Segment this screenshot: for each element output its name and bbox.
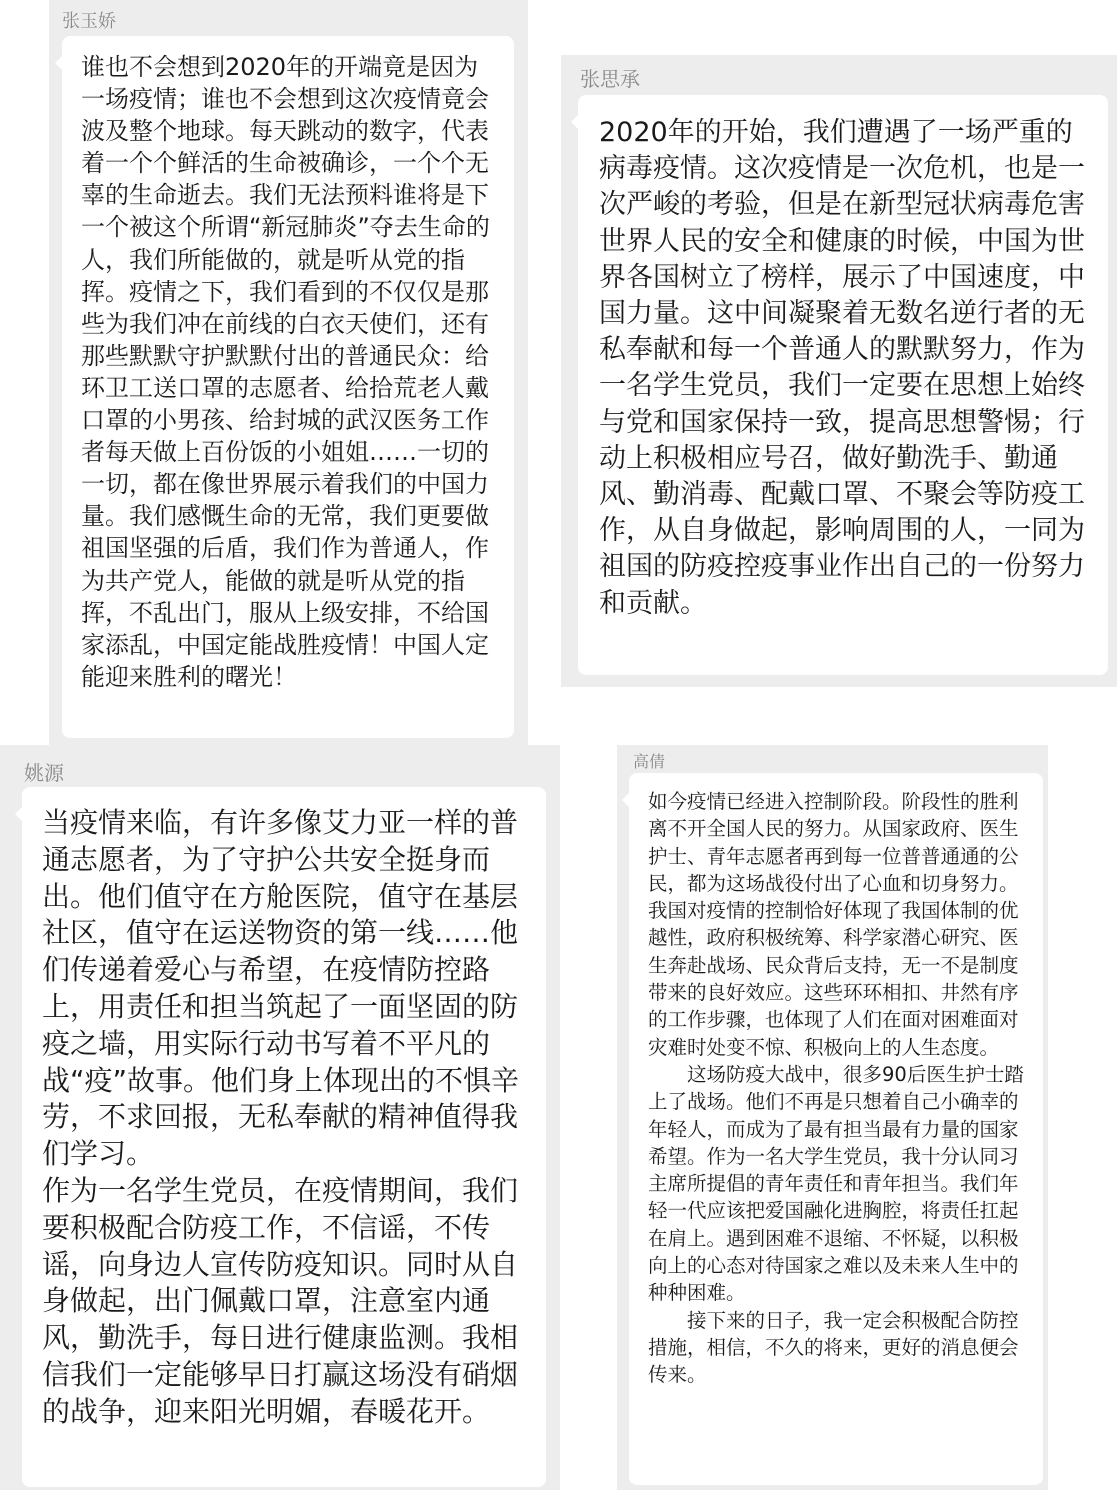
message-paragraph: 谁也不会想到2020年的开端竟是因为一场疫情；谁也不会想到这次疫情竟会波及整个地球。每天跳动的数字，代表着一个个鲜活的生命被确诊，一个个无辜的生命逝去。我们无法预料谁将是下一个被这个所谓“新冠肺炎”夺去生命的人，我们所能做的，就是听从党的指挥。疫情之下，我们看到的不仅仅是那些为我们冲在前线的白衣天使们，还有那些默默守护默默付出的普通民众：给环卫工送口罩的志愿者、给拾荒老人戴口罩的小男孩、给封城的武汉医务工作者每天做上百份饭的小姐姐……一切的一切，都在像世界展示着我们的中国力量。我们感慨生命的无常，我们更要做祖国坚强的后盾，我们作为普通人，作为共产党人，能做的就是听从党的指挥，不乱出门，服从上级安排，不给国家添乱，中国定能战胜疫情！中国人定能迎来胜利的曙光！ (81, 53, 490, 691)
message-paragraph: 当疫情来临，有许多像艾力亚一样的普通志愿者，为了守护公共安全挺身而出。他们值守在方舱医院，值守在基层社区，值守在运送物资的第一线……他们传递着爱心与希望，在疫情防控路上，用责任和担当筑起了一面坚固的防疫之墙，用实际行动书写着不平凡的战“疫”故事。他们身上体现出的不惧辛劳，不求回报，无私奉献的精神值得我们学习。 (42, 806, 520, 1171)
message-text (599, 115, 1096, 622)
message-text (648, 788, 1031, 1389)
message-bubble (22, 787, 546, 1487)
sender-name: 姚源 (24, 761, 64, 785)
message-paragraph: 这场防疫大战中，很多90后医生护士踏上了战场。他们不再是只想着自己小确幸的年轻人，而成为了最有担当最有力量的国家希望。作为一名大学生党员，我十分认同习主席所提倡的青年责任和青年担当。我们年轻一代应该把爱国融化进胸腔，将责任扛起在肩上。遇到困难不退缩、不怀疑，以积极向上的心态对待国家之难以及未来人生中的种种困难。 (648, 1062, 1024, 1305)
sender-name: 张思承 (580, 67, 640, 91)
chat-screenshot-zhang-sicheng (561, 55, 1117, 687)
sender-name: 高倩 (633, 752, 666, 771)
message-text (81, 51, 500, 693)
chat-screenshot-gao-qian (617, 745, 1048, 1490)
chat-screenshot-yao-yuan (0, 745, 560, 1490)
message-paragraph: 接下来的日子，我一定会积极配合防控措施，相信，不久的将来，更好的消息便会传来。 (648, 1308, 1019, 1387)
sender-name: 张玉娇 (62, 11, 116, 32)
message-bubble (578, 95, 1108, 675)
chat-screenshot-zhang-yujiao (49, 0, 528, 745)
message-bubble (629, 773, 1043, 1485)
message-paragraph: 2020年的开始，我们遭遇了一场严重的病毒疫情。这次疫情是一次危机，也是一次严峻的考验，但是在新型冠状病毒危害世界人民的安全和健康的时候，中国为世界各国树立了榜样，展示了中国速度，中国力量。这中间凝聚着无数名逆行者的无私奉献和每一个普通人的默默努力，作为一名学生党员，我们一定要在思想上始终与党和国家保持一致，提高思想警惕；行动上积极相应号召，做好勤洗手、勤通风、勤消毒、配戴口罩、不聚会等防疫工作，从自身做起，影响周围的人，一同为祖国的防疫控疫事业作出自己的一份努力和贡献。 (599, 117, 1085, 619)
message-bubble (62, 36, 514, 738)
message-paragraph: 作为一名学生党员，在疫情期间，我们要积极配合防疫工作，不信谣，不传谣，向身边人宣传防疫知识。同时从自身做起，出门佩戴口罩，注意室内通风，勤洗手，每日进行健康监测。我相信我们一定能够早日打赢这场没有硝烟的战争，迎来阳光明媚，春暖花开。 (42, 1173, 519, 1428)
message-paragraph: 如今疫情已经进入控制阶段。阶段性的胜利离不开全国人民的努力。从国家政府、医生护士、青年志愿者再到每一位普普通通的公民，都为这场战役付出了心血和切身努力。我国对疫情的控制恰好体现了我国体制的优越性，政府积极统筹、科学家潜心研究、医生奔赴战场、民众背后支持，无一不是制度带来的良好效应。这些环环相扣、井然有序的工作步骤，也体现了人们在面对困难面对灾难时处变不惊、积极向上的人生态度。 (648, 790, 1019, 1059)
message-text (42, 805, 534, 1431)
